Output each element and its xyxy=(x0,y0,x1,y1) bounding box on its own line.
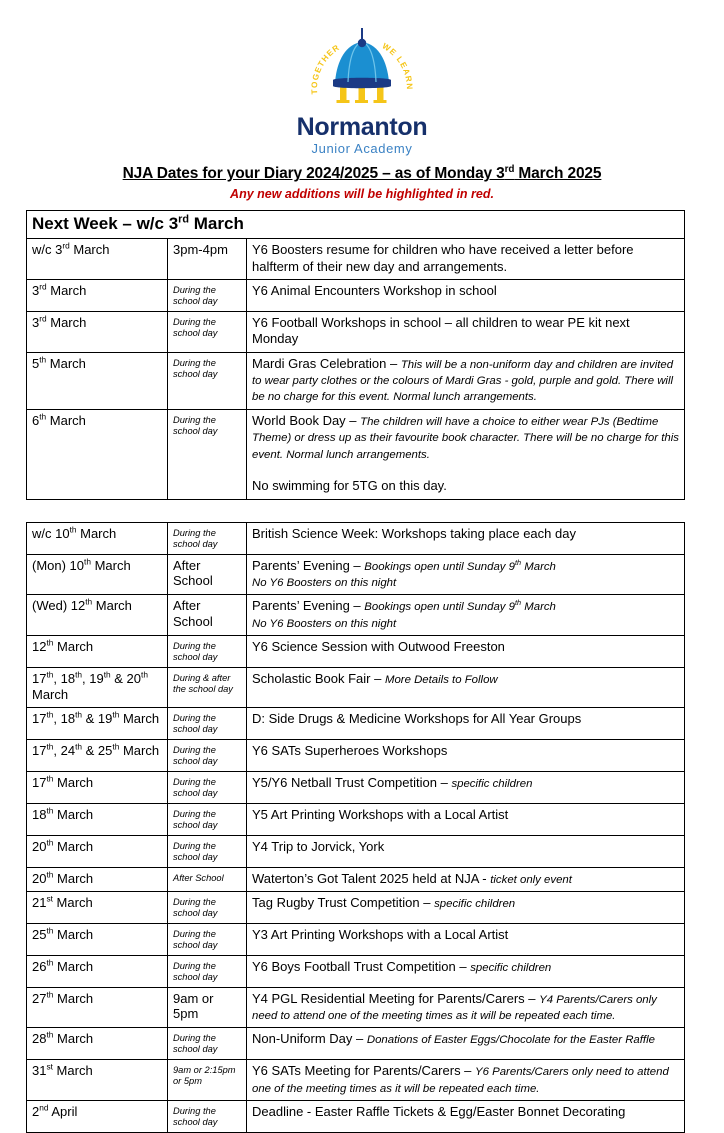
cell-date: 17th, 18th, 19th & 20th March xyxy=(27,668,168,708)
cell-date: 3rd March xyxy=(27,280,168,312)
cell-date: 5th March xyxy=(27,352,168,409)
table-row xyxy=(27,803,685,835)
table-row xyxy=(27,1101,685,1133)
cell-date: 27th March xyxy=(27,987,168,1028)
page-title-ordinal: rd xyxy=(504,164,515,176)
cell-time: During the school day xyxy=(168,707,247,739)
svg-text:TOGETHER: TOGETHER xyxy=(309,42,342,95)
page-title xyxy=(0,165,724,183)
table-row xyxy=(27,239,685,280)
table-row xyxy=(27,707,685,739)
cell-date: w/c 10th March xyxy=(27,522,168,554)
cell-time: During the school day xyxy=(168,955,247,987)
table-spacer xyxy=(0,500,724,522)
cell-date: (Mon) 10th March xyxy=(27,554,168,595)
cell-date: 20th March xyxy=(27,867,168,891)
cell-event: Y6 Football Workshops in school – all children to wear PE kit next Monday xyxy=(247,311,685,352)
table-row xyxy=(27,1060,685,1101)
cell-date: 17th March xyxy=(27,771,168,803)
cell-time: After School xyxy=(168,595,247,636)
next-week-heading xyxy=(27,211,685,239)
table-row xyxy=(27,739,685,771)
rest-of-term-table xyxy=(26,522,685,1133)
page-subtitle: Any new additions will be highlighted in red. xyxy=(230,187,494,202)
table-row xyxy=(27,522,685,554)
cell-date: 25th March xyxy=(27,923,168,955)
cell-event: Parents’ Evening – Bookings open until Sunday 9th March No Y6 Boosters on this night xyxy=(247,595,685,636)
cell-time: During the school day xyxy=(168,923,247,955)
cell-time: During the school day xyxy=(168,1028,247,1060)
table-row xyxy=(27,923,685,955)
cell-event: Deadline - Easter Raffle Tickets & Egg/Easter Bonnet Decorating xyxy=(247,1101,685,1133)
heading-before: Next Week – w/c 3 xyxy=(32,214,179,234)
rest-of-term-table-wrapper xyxy=(0,522,724,1133)
cell-event: British Science Week: Workshops taking place each day xyxy=(247,522,685,554)
cell-time: During the school day xyxy=(168,891,247,923)
cell-event: Mardi Gras Celebration – This will be a non-uniform day and children are invited to wear party clothes or the colours of Mardi Gras - gold, purple and gold. There will be no charge for this event. Normal lunch arrangements. xyxy=(247,352,685,409)
cell-date: 26th March xyxy=(27,955,168,987)
cell-time: During the school day xyxy=(168,803,247,835)
table-row xyxy=(27,987,685,1028)
cell-time: During the school day xyxy=(168,409,247,499)
cell-time: During & after the school day xyxy=(168,668,247,708)
cell-time: During the school day xyxy=(168,522,247,554)
cell-time: 9am or 2:15pm or 5pm xyxy=(168,1060,247,1101)
cell-event: Y6 Boys Football Trust Competition – specific children xyxy=(247,955,685,987)
table-row xyxy=(27,891,685,923)
next-week-table xyxy=(26,210,685,499)
cell-event: Tag Rugby Trust Competition – specific children xyxy=(247,891,685,923)
table-row xyxy=(27,311,685,352)
table-row xyxy=(27,955,685,987)
school-name: Normanton xyxy=(296,113,428,141)
next-week-table-wrapper xyxy=(0,210,724,499)
cell-time: During the school day xyxy=(168,739,247,771)
cell-date: 12th March xyxy=(27,636,168,668)
heading-ordinal: rd xyxy=(178,213,190,226)
cell-date: 21st March xyxy=(27,891,168,923)
cell-time: During the school day xyxy=(168,636,247,668)
table-row xyxy=(27,352,685,409)
heading-after: March xyxy=(189,214,244,234)
cell-event: Y5 Art Printing Workshops with a Local Artist xyxy=(247,803,685,835)
cell-event: Y6 SATs Meeting for Parents/Carers – Y6 Parents/Carers only need to attend one of the meeting times as it will be repeated each time. xyxy=(247,1060,685,1101)
cell-date: w/c 3rd March xyxy=(27,239,168,280)
cell-time: 3pm-4pm xyxy=(168,239,247,280)
table-row xyxy=(27,636,685,668)
cell-date: 17th, 24th & 25th March xyxy=(27,739,168,771)
cell-date: 2nd April xyxy=(27,1101,168,1133)
page-title-after: March 2025 xyxy=(514,165,602,183)
cell-time: During the school day xyxy=(168,771,247,803)
cell-date: 18th March xyxy=(27,803,168,835)
table-row xyxy=(27,835,685,867)
cell-event: Waterton’s Got Talent 2025 held at NJA - ticket only event xyxy=(247,867,685,891)
cell-date: 6th March xyxy=(27,409,168,499)
table-row xyxy=(27,1028,685,1060)
cell-date: 17th, 18th & 19th March xyxy=(27,707,168,739)
table-row xyxy=(27,867,685,891)
cell-date: 3rd March xyxy=(27,311,168,352)
table-header-row xyxy=(27,211,685,239)
cell-event: Y6 Animal Encounters Workshop in school xyxy=(247,280,685,312)
cell-time: 9am or 5pm xyxy=(168,987,247,1028)
cell-event: Non-Uniform Day – Donations of Easter Eggs/Chocolate for the Easter Raffle xyxy=(247,1028,685,1060)
cell-time: During the school day xyxy=(168,311,247,352)
cell-event: Y6 Boosters resume for children who have received a letter before halfterm of their new day and arrangements. xyxy=(247,239,685,280)
cell-time: During the school day xyxy=(168,352,247,409)
table-row xyxy=(27,771,685,803)
cell-time: During the school day xyxy=(168,1101,247,1133)
cell-date: (Wed) 12th March xyxy=(27,595,168,636)
table-row xyxy=(27,595,685,636)
cell-event: Y3 Art Printing Workshops with a Local Artist xyxy=(247,923,685,955)
table-row xyxy=(27,554,685,595)
cell-time: After School xyxy=(168,867,247,891)
cell-date: 28th March xyxy=(27,1028,168,1060)
cell-date: 31st March xyxy=(27,1060,168,1101)
cell-time: After School xyxy=(168,554,247,595)
svg-text:WE LEARN: WE LEARN xyxy=(380,41,415,91)
cell-time: During the school day xyxy=(168,835,247,867)
cell-event: D: Side Drugs & Medicine Workshops for All Year Groups xyxy=(247,707,685,739)
cell-event: Y4 PGL Residential Meeting for Parents/Carers – Y4 Parents/Carers only need to attend one of the meeting times as it will be repeated each time. xyxy=(247,987,685,1028)
bell-logo-icon xyxy=(302,26,422,114)
page-title-before: NJA Dates for your Diary 2024/2025 – as of Monday 3 xyxy=(122,165,505,183)
cell-date: 20th March xyxy=(27,835,168,867)
table-row xyxy=(27,668,685,708)
cell-event: Y6 SATs Superheroes Workshops xyxy=(247,739,685,771)
cell-event: Y6 Science Session with Outwood Freeston xyxy=(247,636,685,668)
cell-event: Scholastic Book Fair – More Details to Follow xyxy=(247,668,685,708)
table-row xyxy=(27,409,685,499)
school-logo-block xyxy=(0,0,724,156)
table-row xyxy=(27,280,685,312)
cell-event: Parents’ Evening – Bookings open until Sunday 9th March No Y6 Boosters on this night xyxy=(247,554,685,595)
school-subname: Junior Academy xyxy=(311,141,413,156)
cell-event: Y4 Trip to Jorvick, York xyxy=(247,835,685,867)
cell-time: During the school day xyxy=(168,280,247,312)
cell-event: World Book Day – The children will have a choice to either wear PJs (Bedtime Theme) or dress up as their favourite book character. There will be no charge for this event. Normal lunch arrangements. No swimming for 5TG on this day. xyxy=(247,409,685,499)
cell-event: Y5/Y6 Netball Trust Competition – specific children xyxy=(247,771,685,803)
